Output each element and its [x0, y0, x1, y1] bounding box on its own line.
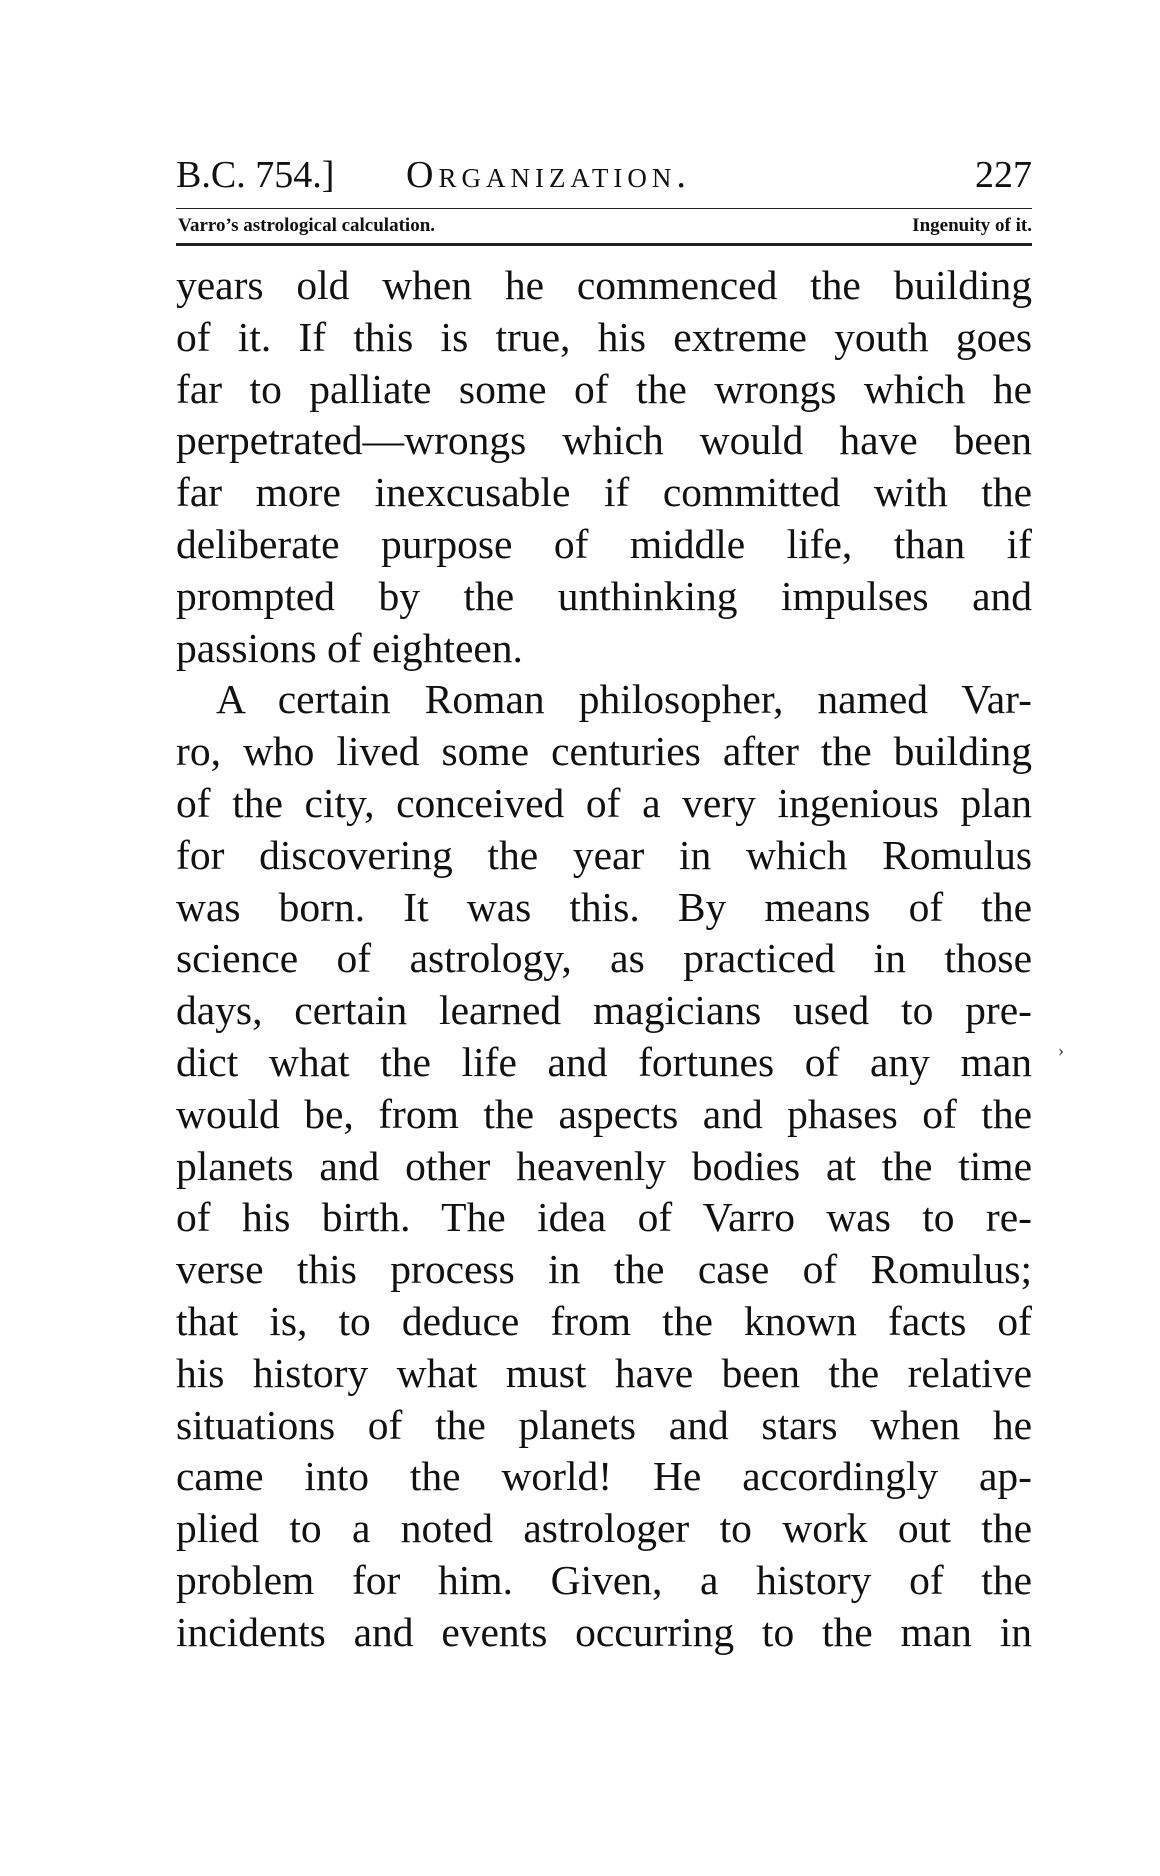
text-line: far more inexcusable if committed with the — [176, 469, 1032, 516]
text-line: prompted by the unthinking impulses and — [176, 572, 1032, 619]
text-line: plied to a noted astrologer to work out the — [176, 1505, 1032, 1552]
text-line: dict what the life and fortunes of any man — [176, 1038, 1032, 1085]
marginalia-rule — [176, 243, 1032, 246]
page-number: 227 — [975, 154, 1032, 196]
running-head — [176, 150, 1032, 200]
marginalia-bar — [176, 209, 1032, 243]
body-text — [176, 260, 1032, 1659]
text-line: incidents and events occurring to the man in — [176, 1608, 1032, 1655]
text-line: science of astrology, as practiced in those — [176, 935, 1032, 982]
text-line: of it. If this is true, his extreme youth goes — [176, 313, 1032, 360]
text-line: years old when he commenced the building — [176, 262, 1032, 308]
text-line: planets and other heavenly bodies at the time — [176, 1142, 1032, 1189]
text-line: that is, to deduce from the known facts of — [176, 1297, 1032, 1344]
text-line: situations of the planets and stars when he — [176, 1401, 1032, 1448]
text-line: would be, from the aspects and phases of the — [176, 1090, 1032, 1137]
text-line: A certain Roman philosopher, named Var- — [216, 676, 1032, 723]
stray-print-mark: › — [1058, 1040, 1064, 1060]
text-line: ro, who lived some centuries after the building — [176, 728, 1032, 775]
text-line: for discovering the year in which Romulus — [176, 831, 1032, 878]
text-line: was born. It was this. By means of the — [176, 883, 1032, 930]
header-date: B.C. 754.] — [176, 154, 335, 196]
text-line: deliberate purpose of middle life, than if — [176, 520, 1032, 567]
text-line: his history what must have been the relative — [176, 1349, 1032, 1396]
marginal-note-right: Ingenuity of it. — [912, 215, 1032, 236]
marginal-note-left: Varro’s astrological calculation. — [178, 215, 436, 236]
text-line: came into the world! He accordingly ap- — [176, 1453, 1032, 1500]
text-line: of the city, conceived of a very ingenious plan — [176, 779, 1032, 826]
text-line: perpetrated—wrongs which would have been — [176, 417, 1032, 464]
text-line: verse this process in the case of Romulus; — [176, 1246, 1032, 1293]
text-line: far to palliate some of the wrongs which he — [176, 365, 1032, 412]
text-line: of his birth. The idea of Varro was to re- — [176, 1194, 1032, 1241]
book-page — [176, 150, 1032, 1659]
text-line: passions of eighteen. — [176, 624, 523, 671]
text-line: days, certain learned magicians used to pre- — [176, 987, 1032, 1034]
text-line: problem for him. Given, a history of the — [176, 1556, 1032, 1603]
header-chapter-title: Organization. — [406, 154, 691, 196]
